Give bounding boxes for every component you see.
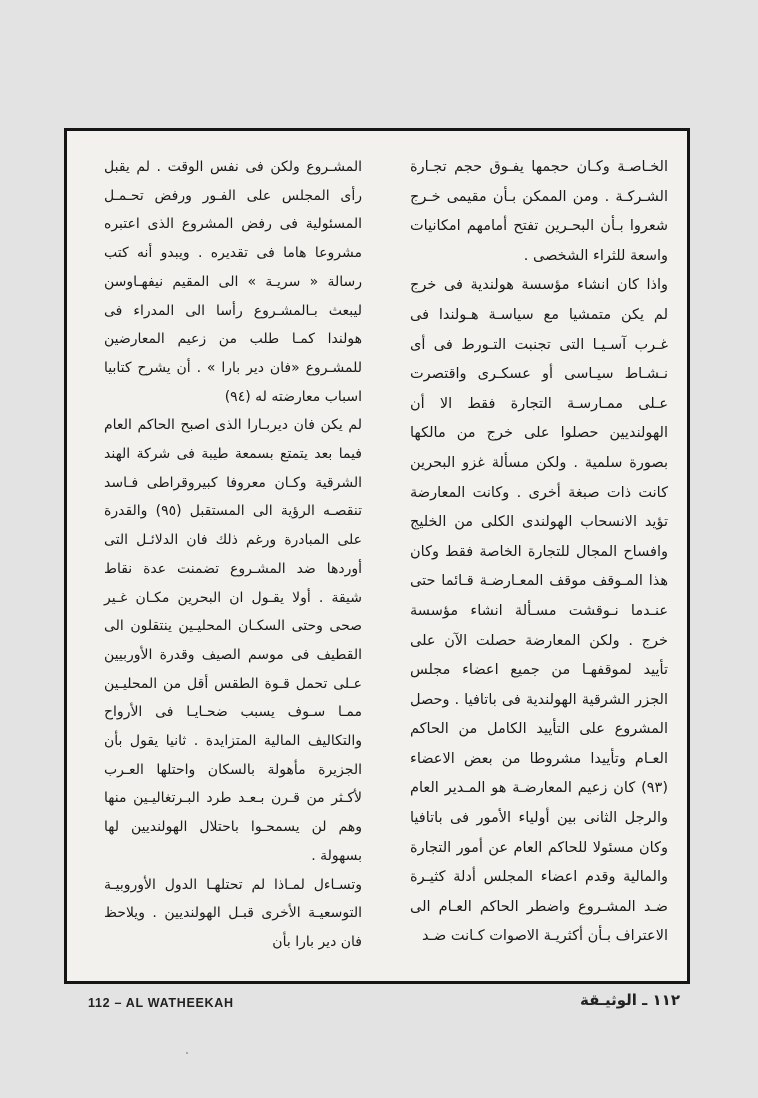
right-text-column [410, 153, 668, 952]
paper-speck [186, 1052, 188, 1054]
page-footer-english: 112 – AL WATHEEKAH [88, 996, 234, 1010]
page-footer-arabic: ١١٢ ـ الوثيـقة [580, 991, 680, 1009]
paragraph: الخـاصـة وكـان حجمها يفـوق حجم تجـارة الشـركـة . ومن الممكن بـأن مقيمى خـرج شعروا بـأن البحـرين تفتح أمامهم امكانيات واسعة للثراء الشخصى . [410, 159, 668, 264]
article-frame [64, 128, 690, 984]
paragraph: وتسـاءل لمـاذا لم تحتلهـا الدول الأوروبيـة التوسعيـة الأخرى قبـل الهولنديين . ويلاحظ فان دير بارا بأن [104, 876, 362, 950]
paragraph: واذا كان انشاء مؤسسة هولندية فى خرج لم يكن متمشيا مع سياسـة هـولندا فى غـرب آسـيـا التى تجنبت التـورط فى أى نـشـاط سيـاسى أو عسكـرى واقتصرت عـلى ممـارسـة التجارة فقط الا أن الهولنديين حصلوا على خرج من مالكها بصورة سلمية . ولكن مسألة غزو البحرين كانت ذات صبغة أخرى . وكانت المعارضة تؤيد الانسحاب الهولندى الكلى من الخليج وافساح المجال للتجارة الخاصة فقط وكان هذا المـوقف موقف المعـارضـة قـائما حتى عنـدما نـوقشت مسـألة انشاء مؤسسة خرج . ولكن المعارضة حصلت الآن على تأييد لموقفهـا من جميع اعضاء مجلس الجزر الشرقية الهولندية فى باتافيا . وحصل المشروع على التأييد الكامل من الحاكم العـام وتأييدا مشروطا من بعض الاعضاء (٩٣) كان زعيم المعارضـة هو المـدير العام والرجل الثانى بين أولياء الأمور فى باتافيا وكان مسئولا للحاكم العام عن أمور التجارة والمالية وقدم اعضاء المجلس أدلة كثيـرة ضـد المشـروع واضطر الحاكم العـام الى الاعتراف بـأن أكثريـة الاصوات كـانت ضـد [410, 277, 668, 945]
left-text-column [104, 153, 362, 957]
paragraph: لم يكن فان ديربـارا الذى اصبح الحاكم العام فيما بعد يتمتع بسمعة طيبة فى شركة الهند الشرقية وكـان معروفا كبيروقراطى فـاسد تنقصـه الرؤية الى المستقبل (٩٥) والقدرة على المبادرة ورغم ذلك فان الدلائـل التى أوردها ضد المشـروع تضمنت عدة نقاط شيقة . أولا يقـول ان البحرين مكـان غـير صحى وحتى السكـان المحليـين ينتقلون الى القطيف فى موسم الصيف وقدرة الأوربيين عـلى تحمل قـوة الطقس أقل من المحليـين ممـا سـوف يسبب ضحـايـا فى الأرواح والتكاليف المالية المتزايدة . ثانيا يقول بأن الجزيرة مأهولة بالسكان واحتلها العـرب لأكـثر من قـرن بـعـد طرد البـرتغاليـين منها وهم لن يسمحـوا باحتلال الهولنديين لها بسهولة . [104, 417, 363, 864]
paragraph: المشـروع ولكن فى نفس الوقت . لم يقبل رأى المجلس على الفـور ورفض تحـمـل المسئولية فى رفض المشروع الذى اعتبره مشروعا هاما فى تقديره . ويبدو أنه كتب رسالة « سريـة » الى المقيم نيفهـاوسن ليبعث بـالمشـروع رأسا الى المدراء فى هولندا كمـا طلب من زعيم المعارضين للمشـروع «فان دير بارا » . أن يشرح كتابيا اسباب معارضته له (٩٤) [104, 159, 362, 405]
